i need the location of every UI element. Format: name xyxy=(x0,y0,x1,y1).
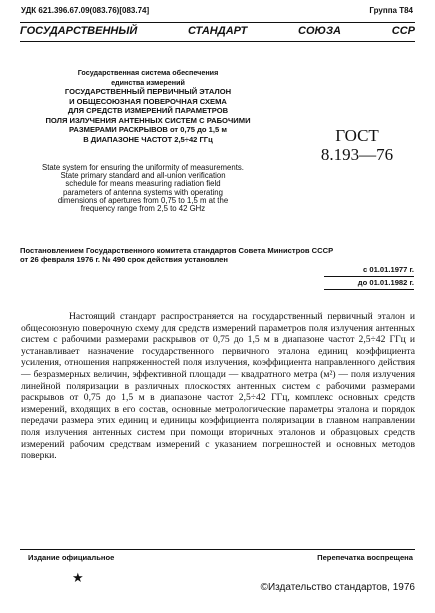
group-code: Группа Т84 xyxy=(369,6,413,15)
title-line: И ОБЩЕСОЮЗНАЯ ПОВЕРОЧНАЯ СХЕМА xyxy=(69,96,227,106)
gost-number: 8.193—76 xyxy=(320,145,394,164)
english-line: schedule for means measuring radiation field xyxy=(65,179,221,189)
title-line: ДЛЯ СРЕДСТВ ИЗМЕРЕНИЙ ПАРАМЕТРОВ xyxy=(67,106,229,115)
state-standard-heading xyxy=(20,25,415,37)
decree-text xyxy=(20,246,415,264)
english-line: parameters of antenna systems with operating xyxy=(63,187,223,197)
udk-code: УДК 621.396.67.09(083.76)[083.74] xyxy=(21,6,150,15)
title-line: РАЗМЕРАМИ РАСКРЫВОВ от 0,75 до 1,5 м xyxy=(69,125,227,134)
heading-word: СОЮЗА xyxy=(298,25,342,37)
english-line: dimensions of apertures from 0,75 to 1,5 m at the xyxy=(57,195,229,205)
heading-word: СТАНДАРТ xyxy=(188,25,248,37)
heading-word: ГОСУДАРСТВЕННЫЙ xyxy=(20,25,138,37)
valid-from-date: с 01.01.1977 г. xyxy=(324,264,414,277)
bottom-rule xyxy=(20,549,415,550)
decree-line: от 26 февраля 1976 г. № 490 срок действия установлен xyxy=(20,255,228,264)
decree-line: Постановлением Государственного комитета стандартов Совета Министров СССР xyxy=(20,246,334,255)
validity-dates xyxy=(324,264,414,290)
title-line: Государственная система обеспечения xyxy=(77,68,219,77)
title-russian xyxy=(22,68,274,144)
title-line: единства измерений xyxy=(111,77,185,87)
copyright-notice: ©Издательство стандартов, 1976 xyxy=(260,582,415,593)
gost-designation xyxy=(307,126,407,164)
official-edition-label: Издание официальное xyxy=(28,553,115,562)
gost-label: ГОСТ xyxy=(335,126,379,145)
english-line: State primary standard and all-union verification xyxy=(60,171,226,181)
title-line: В ДИАПАЗОНЕ ЧАСТОТ 2,5÷42 ГГц xyxy=(83,134,213,144)
body-paragraph: Настоящий стандарт распространяется на государственный первичный эталон и общесоюзную поверочную схему для средств измерений параметров поля излучения антенных систем с рабочими размерами раскрывов от 0,75 до 1,5 м в диапазоне частот 2,5÷42 ГГц и устанавливает назначение государственного первичного эталона единиц коэффициента усиления, отношения напряженностей поля излучения, коэффициента направленного действия — безразмерных величин, эффективной площади — квадратного метра (м²) — поля излучения линейной поляризации в различных плоскостях антенных систем с рабочими размерами раскрывов от 0,75 до 1,5 м в диапазоне частот 2,5÷42 ГГц, комплекс основных средств измерений, входящих в его состав, основные метрологические параметры эталона и порядок передачи размера этих единиц и единицы коэффициента поляризации в главном направлении поля излучения антенных систем при помощи вторичных эталонов и образцовых средств измерений рабочим средствам измерений с указанием погрешностей и основных методов поверки. xyxy=(21,311,415,462)
star-icon: ★ xyxy=(72,570,84,585)
title-line: ПОЛЯ ИЗЛУЧЕНИЯ АНТЕННЫХ СИСТЕМ С РАБОЧИМИ xyxy=(45,115,251,125)
english-line: State system for ensuring the uniformity of measurements. xyxy=(42,163,244,172)
valid-to-date: до 01.01.1982 г. xyxy=(324,277,414,290)
title-line: ГОСУДАРСТВЕННЫЙ ПЕРВИЧНЫЙ ЭТАЛОН xyxy=(64,87,232,96)
english-line: frequency range from 2,5 to 42 GHz xyxy=(80,204,206,214)
heading-word: ССР xyxy=(391,25,415,37)
top-rule xyxy=(20,22,415,23)
reprint-prohibited-label: Перепечатка воспрещена xyxy=(317,553,413,562)
title-english xyxy=(8,164,278,213)
body-text xyxy=(21,311,415,462)
top-rule-lower xyxy=(20,41,415,42)
